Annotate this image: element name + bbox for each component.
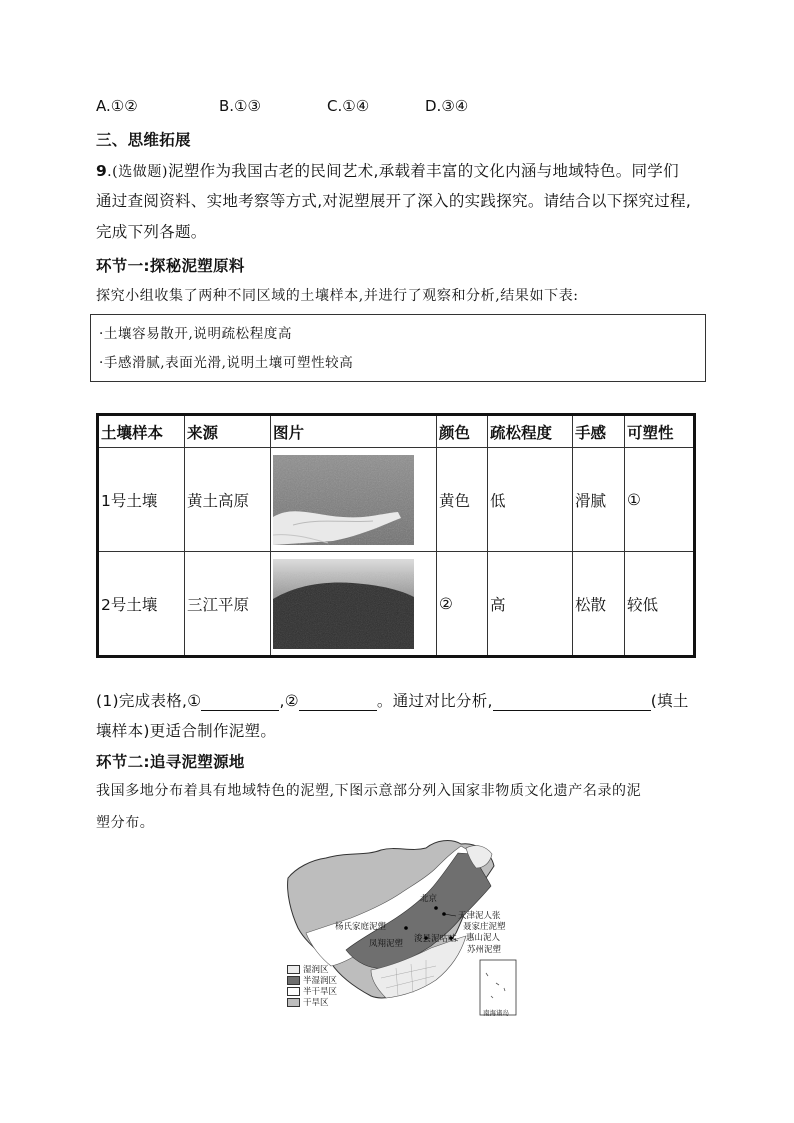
legend-label: 湿润区: [303, 965, 329, 975]
q1-suffix: (填土: [650, 692, 689, 710]
part1-title: 环节一:探秘泥塑原料: [96, 257, 245, 275]
label-nie: 聂家庄泥塑: [463, 922, 506, 932]
cell-plasticity: ①: [625, 448, 695, 552]
label-suzhou: 苏州泥塑: [467, 945, 502, 955]
soil-table: [96, 413, 696, 658]
question-text-1: 泥塑作为我国古老的民间艺术,承载着丰富的文化内涵与地域特色。同学们: [168, 162, 679, 180]
cell-image: [271, 448, 437, 552]
q1-after: 。通过对比分析,: [376, 692, 493, 710]
label-inset: 南海诸岛: [483, 1009, 509, 1017]
part1-intro: 探究小组收集了两种不同区域的土壤样本,并进行了观察和分析,结果如下表:: [96, 288, 579, 304]
note-box: [90, 314, 706, 382]
question-line-2: 通过查阅资料、实地考察等方式,对泥塑展开了深入的实践探究。请结合以下探究过程,: [96, 192, 692, 210]
legend-item: [287, 976, 337, 987]
label-junxian: 浚县泥咕咕: [414, 934, 457, 944]
header-feel: 手感: [573, 415, 625, 448]
table-row: [98, 552, 695, 657]
legend-swatch-semihumid: [287, 976, 300, 985]
note-1: ·土壤容易散开,说明疏松程度高: [99, 326, 293, 342]
legend-swatch-semiarid: [287, 987, 300, 996]
option-b[interactable]: B.①③: [219, 97, 261, 115]
label-huishan: 惠山泥人: [466, 933, 501, 943]
cell-sample: 1号土壤: [98, 448, 185, 552]
label-beijing: 北京: [420, 894, 438, 904]
cell-color: ②: [437, 552, 488, 657]
cell-feel: 松散: [573, 552, 625, 657]
answer-blank-1[interactable]: [201, 692, 279, 711]
q1-mid: ,②: [279, 692, 299, 710]
legend-swatch-arid: [287, 998, 300, 1007]
part2-title: 环节二:追寻泥塑源地: [96, 753, 245, 771]
cell-looseness: 高: [488, 552, 573, 657]
table-header-row: [98, 415, 695, 448]
legend-label: 半湿润区: [303, 976, 338, 986]
header-image: 图片: [271, 415, 437, 448]
q1-prefix: (1)完成表格,①: [96, 692, 202, 710]
header-source: 来源: [185, 415, 271, 448]
legend-label: 干旱区: [303, 998, 329, 1008]
question-line-1: [96, 159, 679, 181]
black-soil-photo: [273, 559, 414, 649]
option-c[interactable]: C.①④: [327, 97, 370, 115]
label-fengxiang: 凤翔泥塑: [369, 939, 404, 949]
header-sample: 土壤样本: [98, 415, 185, 448]
question-tag: .(选做题): [107, 164, 169, 180]
cell-sample: 2号土壤: [98, 552, 185, 657]
loess-soil-photo: [273, 455, 414, 545]
answer-blank-3[interactable]: [493, 692, 651, 711]
legend-item: [287, 987, 337, 998]
label-tianjin: 天津泥人张: [458, 911, 501, 921]
cell-plasticity: 较低: [625, 552, 695, 657]
cell-source: 三江平原: [185, 552, 271, 657]
cell-source: 黄土高原: [185, 448, 271, 552]
part2-line-2: 塑分布。: [96, 815, 155, 831]
part2-line-1: 我国多地分布着具有地域特色的泥塑,下图示意部分列入国家非物质文化遗产名录的泥: [96, 783, 642, 799]
q1-line-2: 壤样本)更适合制作泥塑。: [96, 722, 277, 740]
q1-line-1: [96, 689, 689, 711]
question-number: 9: [96, 162, 108, 180]
legend-item: [287, 965, 337, 976]
section-title: 三、思维拓展: [96, 131, 191, 149]
header-looseness: 疏松程度: [488, 415, 573, 448]
option-d[interactable]: D.③④: [425, 97, 469, 115]
legend-swatch-humid: [287, 965, 300, 974]
question-line-3: 完成下列各题。: [96, 223, 207, 241]
header-plasticity: 可塑性: [625, 415, 695, 448]
header-color: 颜色: [437, 415, 488, 448]
option-a[interactable]: A.①②: [96, 97, 138, 115]
answer-blank-2[interactable]: [299, 692, 377, 711]
note-2: ·手感滑腻,表面光滑,说明土壤可塑性较高: [99, 355, 354, 371]
legend-label: 半干旱区: [303, 987, 338, 997]
cell-looseness: 低: [488, 448, 573, 552]
cell-color: 黄色: [437, 448, 488, 552]
cell-image: [271, 552, 437, 657]
table-row: [98, 448, 695, 552]
label-yang: 杨氏家庭泥塑: [335, 922, 387, 932]
cell-feel: 滑腻: [573, 448, 625, 552]
map-legend: [287, 965, 337, 1009]
legend-item: [287, 998, 337, 1009]
